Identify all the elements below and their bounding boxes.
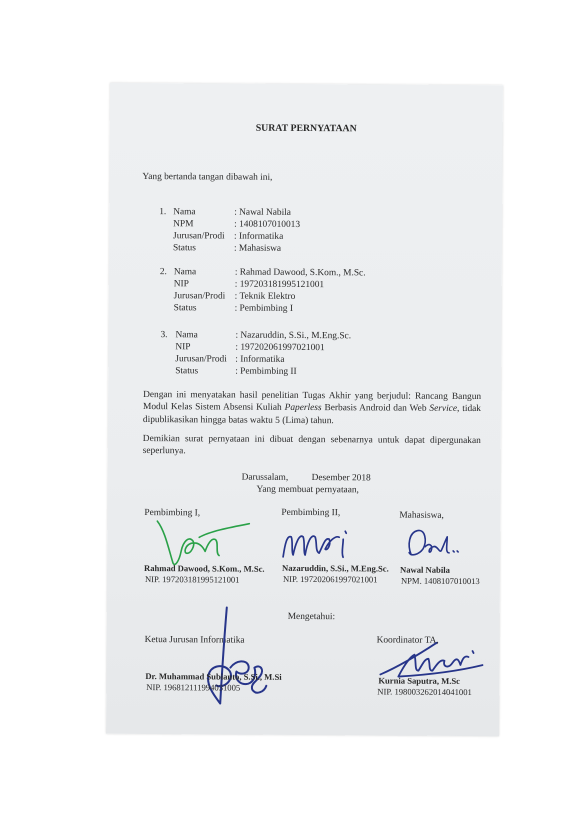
person-number: 3.: [160, 330, 168, 341]
ketua-role: Ketua Jurusan Informatika: [144, 635, 245, 646]
field-value: : Nawal Nabila: [234, 207, 291, 218]
field-label: Jurusan/Prodi: [173, 291, 226, 302]
field-label: NIP: [173, 279, 189, 290]
field-value: : Mahasiswa: [233, 243, 282, 254]
mahasiswa-name: Nawal Nabila: [399, 564, 450, 575]
field-label: Status: [175, 366, 199, 377]
mengetahui-label: Mengetahui:: [287, 611, 336, 623]
statement-text: , tidak dipublikasikan hingga batas waktu 5 (Lima) tahun.: [142, 404, 482, 426]
signature-ketua: [196, 603, 277, 713]
field-value: : Informatika: [234, 231, 284, 242]
person-number: 2.: [159, 267, 167, 278]
pembimbing1-name: Rahmad Dawood, S.Kom., M.Sc.: [143, 563, 265, 574]
signature-pembimbing2: [279, 525, 369, 566]
field-value: : Pembimbing II: [235, 366, 297, 377]
field-value: : Teknik Elektro: [234, 291, 296, 302]
field-value: : Rahmad Dawood, S.Kom., M.Sc.: [234, 267, 366, 279]
field-label: Nama: [175, 330, 198, 341]
field-value: : 1408107010013: [234, 219, 301, 230]
maker-label: Yang membuat pernyataan,: [256, 484, 359, 496]
field-label: Nama: [173, 207, 196, 218]
pembimbing2-id: NIP. 197202061997021001: [282, 573, 378, 585]
statement-paragraph: [143, 389, 481, 428]
field-label: Nama: [173, 267, 197, 278]
field-value: : Nazaruddin, S.Si., M.Eng.Sc.: [235, 330, 352, 342]
field-value: : Pembimbing I: [234, 303, 293, 314]
place-date: Darussalam, Desember 2018: [241, 472, 371, 484]
intro-text: Yang bertanda tangan dibawah ini,: [142, 172, 273, 183]
koordinator-role: Koordinator TA,: [376, 635, 439, 646]
pembimbing2-role: Pembimbing II,: [281, 507, 341, 519]
field-label: NPM: [173, 219, 194, 230]
koordinator-id: NIP. 198003262014041001: [377, 686, 472, 698]
document-title: SURAT PERNYATAAN: [255, 122, 357, 135]
pembimbing1-id: NIP. 197203181995121001: [144, 574, 240, 585]
field-value: : 197202061997021001: [235, 342, 325, 354]
mahasiswa-id: NPM. 1408107010013: [400, 575, 480, 587]
document-page: [106, 83, 503, 736]
statement-italic-term: Service: [429, 404, 458, 415]
mahasiswa-role: Mahasiswa,: [399, 510, 444, 521]
statement-text: Dengan ini menyatakan hasil penelitian Tugas Akhir yang berjudul: Rancang Bangun Modul Kelas Sistem Absensi Kuliah: [142, 390, 482, 414]
person-number: 1.: [159, 207, 167, 218]
pembimbing1-role: Pembimbing I,: [144, 508, 201, 519]
field-value: : 197203181995121001: [234, 279, 325, 291]
field-label: Status: [173, 303, 197, 314]
closing-paragraph: Demikian surat pernyataan ini dibuat dengan sebenarnya untuk dapat dipergunakan seperlunya.: [142, 434, 481, 457]
ketua-name: Dr. Muhammad Subianto, S.Si., M.Si: [145, 671, 282, 682]
statement-italic-term: Paperless: [284, 403, 322, 414]
signature-mahasiswa: [401, 525, 471, 565]
field-label: Jurusan/Prodi: [175, 354, 227, 365]
field-value: : Informatika: [235, 354, 285, 365]
field-label: Status: [172, 243, 196, 254]
field-label: NIP: [175, 342, 191, 353]
ketua-id: NIP. 196812111994031005: [146, 682, 241, 693]
koordinator-name: Kurnia Saputra, M.Sc: [378, 675, 461, 686]
field-label: Jurusan/Prodi: [173, 231, 225, 242]
statement-text: Berbasis Android dan Web: [321, 403, 430, 415]
pembimbing2-name: Nazaruddin, S.Si., M.Eng.Sc.: [282, 562, 389, 574]
